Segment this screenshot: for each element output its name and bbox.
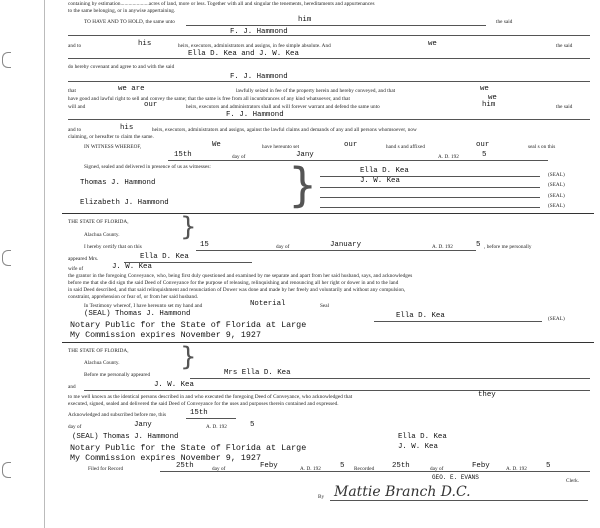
recorded-day-of: day of [430, 466, 444, 472]
witness-thomas: Thomas J. Hammond [80, 179, 156, 187]
his-pronoun: his [138, 40, 152, 48]
the-said-label: the said [496, 19, 513, 25]
have-hereunto: have hereunto set [262, 144, 300, 150]
ack1-month: January [330, 241, 362, 249]
deed-day-of: day of [232, 154, 246, 160]
ack2-month: Jany [134, 421, 152, 429]
filed-ad-prefix: A. D. 192 [300, 466, 321, 472]
filed-month: Feby [260, 462, 278, 470]
our-pronoun: our [144, 101, 158, 109]
ack1-notary-seal: (SEAL) Thomas J. Hammond [84, 310, 191, 318]
filed-day-of: day of [212, 466, 226, 472]
ack2-notary-seal: (SEAL) Thomas J. Hammond [72, 433, 179, 441]
our-pronoun-3: our [476, 141, 490, 149]
habendum-him: him [298, 16, 312, 24]
ack1-body-4: constraint, apprehension or fear of, or from her said husband. [68, 294, 199, 300]
ack2-day-of: day of [68, 424, 82, 430]
deputy-clerk-signature: Mattie Branch D.C. [334, 484, 471, 500]
ack1-certify: I hereby certify that on this [84, 244, 142, 250]
claims-text-2: claiming, or hereafter to claim the same. [68, 134, 154, 140]
ack2-day: 15th [190, 409, 208, 417]
ack1-seal-label: (SEAL) [548, 316, 565, 322]
habendum-label: TO HAVE AND TO HOLD, the same unto [84, 19, 175, 25]
we-are: we are [118, 85, 145, 93]
seal-label: (SEAL) [548, 193, 565, 199]
recorded-label: Recorded [354, 466, 375, 472]
ack1-ad-prefix: A. D. 192 [432, 244, 453, 250]
clerk-label: Clerk. [566, 478, 580, 484]
ack1-notary-title: Notary Public for the State of Florida at Large [70, 320, 307, 330]
deed-year-digit: 5 [482, 151, 487, 159]
the-said-label-2: the said [556, 43, 573, 49]
ack1-county: Alachua County. [84, 232, 120, 238]
ack1-state: THE STATE OF FLORIDA, [68, 219, 129, 225]
ack1-before-me: , before me personally [484, 244, 532, 250]
ack2-notary-title: Notary Public for the State of Florida at Large [70, 443, 307, 453]
we-pronoun: we [428, 40, 437, 48]
filed-label: Filed for Record [88, 466, 124, 472]
ack1-commission: My Commission expires November 9, 1927 [70, 330, 261, 340]
ack2-ack-before: Acknowledged and subscribed before me, this [68, 412, 167, 418]
seal-label: (SEAL) [548, 182, 565, 188]
ack2-before-me: Before me personally appeared [84, 372, 151, 378]
seal-label: (SEAL) [548, 203, 565, 209]
ack2-signer-jw: J. W. Kea [398, 443, 438, 451]
witness-label: IN WITNESS WHEREOF, [84, 144, 142, 150]
the-said-label-3: the said [556, 104, 573, 110]
margin-rule [44, 0, 45, 528]
him-pronoun: him [482, 101, 496, 109]
that-label: that [68, 88, 76, 94]
and-to-label: and to [68, 43, 82, 49]
binding-hole-mark [2, 250, 11, 266]
deed-month: Jany [296, 151, 314, 159]
signed-text: Signed, sealed and delivered in presence of us as witnesses: [84, 164, 211, 170]
ack1-seal-word: Seal [320, 303, 330, 309]
deed-line-top: containing by estimation.....................acres of land, more or less. Together with all and singular the tenements, hereditaments and appurtenances [68, 1, 375, 7]
heirs-text: heirs, executors, administrators and assigns, in fee simple absolute. And [178, 43, 331, 49]
ack2-ad-prefix: A. D. 192 [206, 424, 227, 430]
we-pronoun-2: we [480, 85, 489, 93]
ack1-day: 15 [200, 241, 209, 249]
binding-hole-mark [2, 462, 11, 478]
grantors-names: Ella D. Kea and J. W. Kea [188, 50, 299, 58]
ack1-testimony: In Testimony whereof, I have hereunto set my hand and [84, 303, 203, 309]
filed-day: 25th [176, 462, 194, 470]
ack2-and: and [68, 384, 76, 390]
ack1-brace: } [180, 212, 197, 242]
ack1-signer: Ella D. Kea [396, 312, 445, 320]
signature-brace: } [288, 158, 318, 212]
ack2-name1: Mrs Ella D. Kea [224, 369, 291, 377]
recorded-year: 5 [546, 462, 551, 470]
warrant-text: heirs, executors and administrators shall and will forever warrant and defend the same unto [186, 104, 380, 110]
ack1-body-3: in said Deed described, and that said relinquishment and renunciation of Dower was done and made by her freely and voluntarily and without any compulsion, [68, 287, 406, 293]
recorded-ad-prefix: A. D. 192 [506, 466, 527, 472]
ack2-year-digit: 5 [250, 421, 255, 429]
ack1-year-digit: 5 [476, 241, 481, 249]
deed-line-top2: to the same belonging, or in anywise appertaining. [68, 8, 176, 14]
recorded-day: 25th [392, 462, 410, 470]
will-and-label: will and [68, 104, 86, 110]
by-label: By [318, 494, 325, 500]
ack2-brace: } [180, 342, 197, 372]
deed-day: 15th [174, 151, 192, 159]
hands-text: hand s and affixed [386, 144, 425, 150]
good-right-text: have good and lawful right to sell and convey the same; that the same is free from all incumbrances of any kind whatsoever, and that [68, 96, 350, 102]
ack2-commission: My Commission expires November 9, 1927 [70, 453, 261, 463]
ack2-county: Alachua County. [84, 360, 120, 366]
covenant-text: do hereby covenant and agree to and with the said [68, 64, 175, 70]
ack2-body-1: to me well known as the identical persons described in and who executed the foregoing Deed of Conveyance, who acknowledged that [68, 394, 353, 400]
we-pronoun-3: we [488, 94, 497, 102]
ack1-body-2: before me that she did sign the said Deed of Conveyance for the purpose of releasing, relinquishing and renouncing all her right or dower in and to the land [68, 280, 399, 286]
filed-year: 5 [340, 462, 345, 470]
ack2-name2: J. W. Kea [154, 381, 194, 389]
ack1-husband: J. W. Kea [112, 263, 152, 271]
claims-text: heirs, executors, administrators and assigns, against the lawful claims and demands of any and all persons whomsoever, now [152, 127, 417, 133]
grantee-name: F. J. Hammond [230, 28, 288, 36]
ack2-they: they [478, 391, 496, 399]
ack2-signer-ella: Ella D. Kea [398, 433, 447, 441]
we-pronoun-4: We [212, 141, 221, 149]
grantee-name-3: F. J. Hammond [226, 111, 284, 119]
witness-elizabeth: Elizabeth J. Hammond [80, 199, 169, 207]
binding-hole-mark [2, 52, 11, 68]
grantee-name-2: F. J. Hammond [230, 73, 288, 81]
recorded-month: Feby [472, 462, 490, 470]
ack1-day-of: day of [276, 244, 290, 250]
seized-text: lawfully seized in fee of the property herein and hereby conveyed, and that [236, 88, 396, 94]
ack1-notarial: Noterial [250, 300, 286, 308]
signer-ella: Ella D. Kea [360, 167, 409, 175]
ack2-body-2: executed, signed, sealed and delivered the said Deed of Conveyance for the uses and purposes therein contained and expressed. [68, 401, 339, 407]
his-pronoun-2: his [120, 124, 134, 132]
ack1-name: Ella D. Kea [140, 253, 189, 261]
ack1-body-1: the grantor in the foregoing Conveyance, who, being first duly questioned and examined by me separate and apart from her said husband, says, and acknowledges [68, 273, 413, 279]
and-to-label-2: and to [68, 127, 82, 133]
deed-ad-prefix: A. D. 192 [438, 154, 459, 160]
ack1-wife-of: wife of [68, 266, 84, 272]
clerk-name: GEO. E. EVANS [432, 474, 479, 481]
our-pronoun-2: our [344, 141, 358, 149]
seal-label: (SEAL) [548, 172, 565, 178]
signer-jw: J. W. Kea [360, 177, 400, 185]
ack1-appeared: appeared Mrs. [68, 256, 99, 262]
seals-text: seal s on this [528, 144, 556, 150]
ack2-state: THE STATE OF FLORIDA, [68, 348, 129, 354]
